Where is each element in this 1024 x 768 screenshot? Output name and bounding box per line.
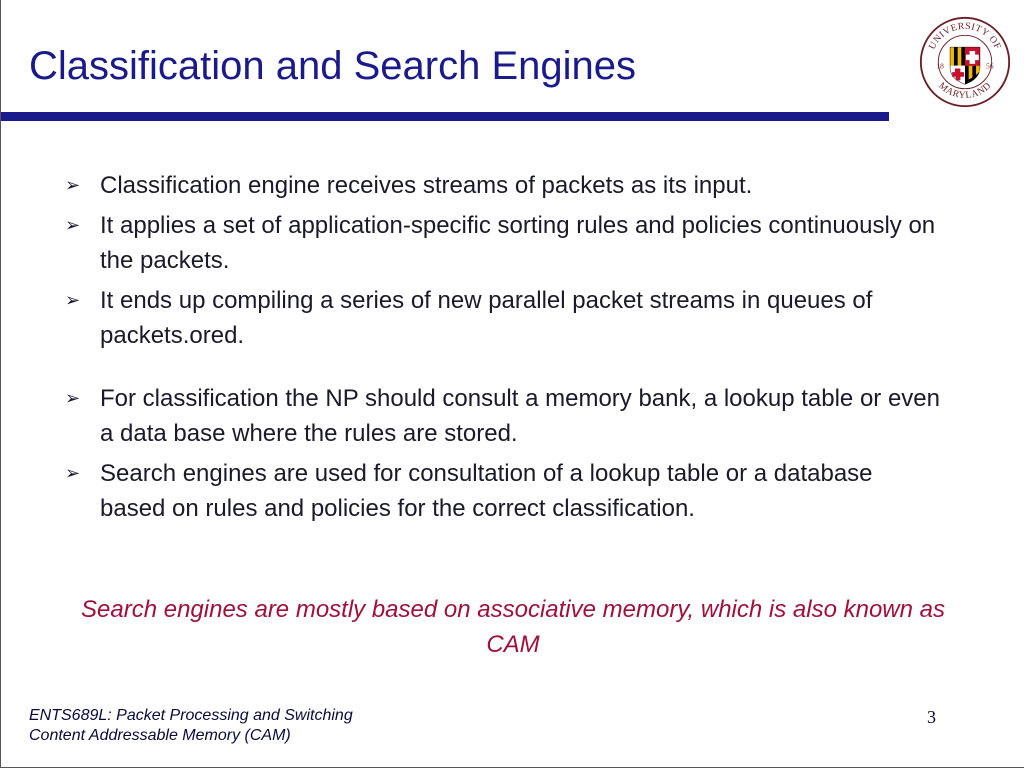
university-of-maryland-seal-icon — [919, 16, 1011, 108]
arrow-bullet-icon: ➢ — [65, 463, 81, 484]
bullet-text: It applies a set of application-specific sorting rules and policies continuously on the packets. — [100, 212, 936, 274]
title-underline — [1, 112, 889, 121]
arrow-bullet-icon: ➢ — [65, 388, 81, 409]
footer — [29, 706, 353, 746]
arrow-bullet-icon: ➢ — [65, 290, 81, 311]
bullet-item — [63, 456, 943, 526]
seal-year-left: 18 — [936, 61, 944, 71]
bullet-text: It ends up compiling a series of new parallel packet streams in queues of packets.ored. — [100, 287, 873, 349]
emphasis-statement: Search engines are mostly based on associative memory, which is also known as CAM — [81, 596, 945, 658]
bullet-text: Classification engine receives streams of packets as its input. — [100, 172, 753, 199]
bullet-item — [63, 283, 943, 353]
seal-ring-text-bottom: MARYLAND — [936, 80, 994, 102]
seal-year-right: 56 — [986, 61, 994, 71]
seal-shield — [950, 47, 979, 84]
footer-course-title: ENTS689L: Packet Processing and Switching — [29, 707, 353, 724]
arrow-bullet-icon: ➢ — [65, 215, 81, 236]
bullet-text: For classification the NP should consult a memory bank, a lookup table or even a data base where the rules are stored. — [100, 385, 940, 447]
bullet-item — [63, 168, 943, 203]
bullet-text: Search engines are used for consultation of a lookup table or a database based on rules and policies for the correct classification. — [100, 460, 873, 522]
bullet-item — [63, 208, 943, 278]
slide-title: Classification and Search Engines — [29, 44, 637, 88]
page-number: 3 — [927, 707, 936, 727]
arrow-bullet-icon: ➢ — [65, 175, 81, 196]
bullet-item — [63, 381, 943, 451]
seal-ring-text-top: UNIVERSITY OF — [926, 20, 1004, 52]
footer-lecture-title: Content Addressable Memory (CAM) — [29, 727, 291, 744]
bullet-list — [63, 168, 943, 531]
